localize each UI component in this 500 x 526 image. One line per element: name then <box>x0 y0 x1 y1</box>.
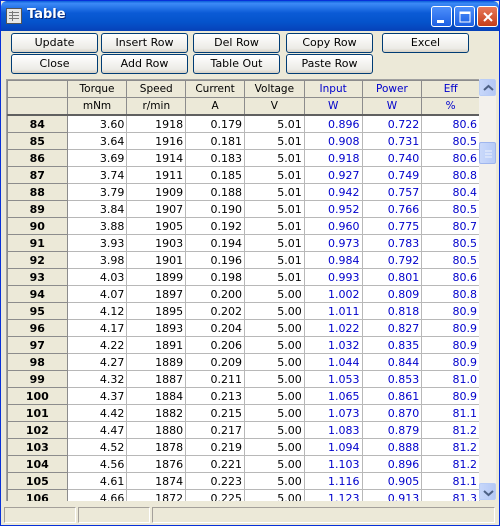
table-row[interactable] <box>8 201 480 218</box>
row-number[interactable]: 101 <box>8 405 68 422</box>
table-cell[interactable]: 0.185 <box>186 167 245 184</box>
chevron-up-icon <box>480 80 497 97</box>
table-cell[interactable]: 0.927 <box>304 167 362 184</box>
table-cell[interactable]: 0.722 <box>362 115 422 133</box>
table-cell[interactable]: 0.775 <box>362 218 422 235</box>
close-icon <box>478 7 499 28</box>
table-cell[interactable]: 1893 <box>127 320 186 337</box>
table-cell[interactable]: 0.200 <box>186 286 245 303</box>
table-out-button[interactable]: Table Out <box>193 54 280 74</box>
table-cell[interactable]: 80.5 <box>422 252 480 269</box>
row-number[interactable]: 85 <box>8 133 68 150</box>
column-unit: W <box>304 98 362 116</box>
units-row <box>8 98 480 116</box>
table-row[interactable] <box>8 133 480 150</box>
table-cell[interactable]: 3.88 <box>67 218 127 235</box>
table-cell[interactable]: 0.223 <box>186 473 245 490</box>
table-cell[interactable]: 3.74 <box>67 167 127 184</box>
table-cell[interactable]: 5.01 <box>244 218 304 235</box>
table-row[interactable] <box>8 490 480 502</box>
data-table <box>7 80 480 501</box>
row-number[interactable]: 98 <box>8 354 68 371</box>
table-cell[interactable]: 0.181 <box>186 133 245 150</box>
table-row[interactable] <box>8 473 480 490</box>
table-cell[interactable]: 0.221 <box>186 456 245 473</box>
row-number[interactable]: 94 <box>8 286 68 303</box>
table-cell[interactable]: 1.116 <box>304 473 362 490</box>
table-row[interactable] <box>8 422 480 439</box>
table-cell[interactable]: 4.07 <box>67 286 127 303</box>
table-cell[interactable]: 1889 <box>127 354 186 371</box>
copy-row-button[interactable]: Copy Row <box>286 33 373 53</box>
table-cell[interactable]: 4.47 <box>67 422 127 439</box>
table-cell[interactable]: 81.1 <box>422 405 480 422</box>
table-cell[interactable]: 0.217 <box>186 422 245 439</box>
table-cell[interactable]: 5.00 <box>244 371 304 388</box>
table-cell[interactable]: 0.952 <box>304 201 362 218</box>
table-app-icon <box>6 8 22 24</box>
row-number[interactable]: 89 <box>8 201 68 218</box>
table-cell[interactable]: 5.00 <box>244 405 304 422</box>
table-row[interactable] <box>8 184 480 201</box>
close-button[interactable]: Close <box>11 54 98 74</box>
table-cell[interactable]: 80.9 <box>422 337 480 354</box>
table-cell[interactable]: 0.740 <box>362 150 422 167</box>
table-cell[interactable]: 0.918 <box>304 150 362 167</box>
table-cell[interactable]: 5.00 <box>244 354 304 371</box>
del-row-button[interactable]: Del Row <box>193 33 280 53</box>
table-cell[interactable]: 5.01 <box>244 252 304 269</box>
table-cell[interactable]: 5.01 <box>244 167 304 184</box>
table-cell[interactable]: 80.5 <box>422 133 480 150</box>
table-cell[interactable]: 0.183 <box>186 150 245 167</box>
table-row[interactable] <box>8 167 480 184</box>
table-cell[interactable]: 4.56 <box>67 456 127 473</box>
table-cell[interactable]: 1.094 <box>304 439 362 456</box>
row-number[interactable]: 95 <box>8 303 68 320</box>
table-cell[interactable]: 1874 <box>127 473 186 490</box>
table-cell[interactable]: 4.03 <box>67 269 127 286</box>
excel-button[interactable]: Excel <box>382 33 469 53</box>
table-cell[interactable]: 0.792 <box>362 252 422 269</box>
table-cell[interactable]: 1907 <box>127 201 186 218</box>
table-cell[interactable]: 81.2 <box>422 439 480 456</box>
status-panel <box>4 507 76 523</box>
table-row[interactable] <box>8 354 480 371</box>
table-cell[interactable]: 80.9 <box>422 388 480 405</box>
table-row[interactable] <box>8 252 480 269</box>
table-cell[interactable]: 0.896 <box>362 456 422 473</box>
table-cell[interactable]: 5.00 <box>244 490 304 502</box>
table-cell[interactable]: 1.011 <box>304 303 362 320</box>
table-cell[interactable]: 80.7 <box>422 218 480 235</box>
table-cell[interactable]: 1.103 <box>304 456 362 473</box>
table-cell[interactable]: 1918 <box>127 115 186 133</box>
table-cell[interactable]: 1.073 <box>304 405 362 422</box>
column-header[interactable]: Voltage <box>244 81 304 98</box>
table-row[interactable] <box>8 320 480 337</box>
table-cell[interactable]: 81.1 <box>422 473 480 490</box>
table-cell[interactable]: 3.79 <box>67 184 127 201</box>
table-cell[interactable]: 0.192 <box>186 218 245 235</box>
table-cell[interactable]: 5.00 <box>244 439 304 456</box>
table-cell[interactable]: 5.01 <box>244 184 304 201</box>
table-cell[interactable]: 0.993 <box>304 269 362 286</box>
table-cell[interactable]: 0.225 <box>186 490 245 502</box>
table-cell[interactable]: 0.206 <box>186 337 245 354</box>
table-row[interactable] <box>8 235 480 252</box>
table-cell[interactable]: 1901 <box>127 252 186 269</box>
table-cell[interactable]: 80.8 <box>422 167 480 184</box>
table-row[interactable] <box>8 439 480 456</box>
row-number[interactable]: 87 <box>8 167 68 184</box>
column-header[interactable]: Input <box>304 81 362 98</box>
table-cell[interactable]: 0.209 <box>186 354 245 371</box>
row-number[interactable]: 92 <box>8 252 68 269</box>
minimize-icon <box>432 7 453 28</box>
table-cell[interactable]: 1882 <box>127 405 186 422</box>
table-row[interactable] <box>8 269 480 286</box>
table-cell[interactable]: 5.01 <box>244 269 304 286</box>
row-number[interactable]: 86 <box>8 150 68 167</box>
row-number[interactable]: 96 <box>8 320 68 337</box>
row-number[interactable]: 88 <box>8 184 68 201</box>
table-cell[interactable]: 1905 <box>127 218 186 235</box>
table-cell[interactable]: 0.198 <box>186 269 245 286</box>
table-cell[interactable]: 0.731 <box>362 133 422 150</box>
column-header[interactable]: Power <box>362 81 422 98</box>
table-cell[interactable]: 0.870 <box>362 405 422 422</box>
table-cell[interactable]: 0.818 <box>362 303 422 320</box>
table-cell[interactable]: 5.00 <box>244 388 304 405</box>
table-cell[interactable]: 4.52 <box>67 439 127 456</box>
close-window-button[interactable] <box>477 6 498 27</box>
table-cell[interactable]: 80.4 <box>422 184 480 201</box>
status-panel <box>78 507 150 523</box>
table-cell[interactable]: 0.188 <box>186 184 245 201</box>
table-cell[interactable]: 1876 <box>127 456 186 473</box>
table-cell[interactable]: 0.809 <box>362 286 422 303</box>
table-cell[interactable]: 1891 <box>127 337 186 354</box>
table-cell[interactable]: 0.896 <box>304 115 362 133</box>
table-cell[interactable]: 81.2 <box>422 422 480 439</box>
row-number[interactable]: 93 <box>8 269 68 286</box>
table-cell[interactable]: 3.93 <box>67 235 127 252</box>
column-header[interactable]: Torque <box>67 81 127 98</box>
table-cell[interactable]: 80.5 <box>422 235 480 252</box>
table-cell[interactable]: 1872 <box>127 490 186 502</box>
table-cell[interactable]: 1887 <box>127 371 186 388</box>
table-cell[interactable]: 4.17 <box>67 320 127 337</box>
table-cell[interactable]: 1911 <box>127 167 186 184</box>
insert-row-button[interactable]: Insert Row <box>101 33 188 53</box>
table-cell[interactable]: 0.179 <box>186 115 245 133</box>
status-bar <box>1 503 499 525</box>
table-cell[interactable]: 0.908 <box>304 133 362 150</box>
table-cell[interactable]: 0.219 <box>186 439 245 456</box>
table-cell[interactable]: 4.22 <box>67 337 127 354</box>
column-header[interactable]: Eff <box>422 81 480 98</box>
table-cell[interactable]: 0.879 <box>362 422 422 439</box>
row-number[interactable]: 100 <box>8 388 68 405</box>
row-number[interactable]: 106 <box>8 490 68 502</box>
table-cell[interactable]: 4.37 <box>67 388 127 405</box>
table-cell[interactable]: 1916 <box>127 133 186 150</box>
table-cell[interactable]: 80.6 <box>422 150 480 167</box>
column-unit: % <box>422 98 480 116</box>
table-row[interactable] <box>8 303 480 320</box>
table-cell[interactable]: 0.190 <box>186 201 245 218</box>
table-cell[interactable]: 5.01 <box>244 133 304 150</box>
table-cell[interactable]: 1895 <box>127 303 186 320</box>
table-cell[interactable]: 3.84 <box>67 201 127 218</box>
grip-icon <box>480 143 497 165</box>
table-cell[interactable]: 0.905 <box>362 473 422 490</box>
column-unit: r/min <box>127 98 186 116</box>
table-cell[interactable]: 80.5 <box>422 201 480 218</box>
table-cell[interactable]: 5.00 <box>244 422 304 439</box>
table-cell[interactable]: 0.844 <box>362 354 422 371</box>
table-cell[interactable]: 80.9 <box>422 320 480 337</box>
table-cell[interactable]: 81.0 <box>422 371 480 388</box>
table-cell[interactable]: 0.835 <box>362 337 422 354</box>
table-cell[interactable]: 1909 <box>127 184 186 201</box>
table-cell[interactable]: 3.64 <box>67 133 127 150</box>
row-number[interactable]: 90 <box>8 218 68 235</box>
table-cell[interactable]: 5.01 <box>244 150 304 167</box>
column-header[interactable]: Current <box>186 81 245 98</box>
table-cell[interactable]: 1.123 <box>304 490 362 502</box>
table-row[interactable] <box>8 405 480 422</box>
table-cell[interactable]: 81.2 <box>422 456 480 473</box>
table-cell[interactable]: 5.01 <box>244 201 304 218</box>
column-unit: V <box>244 98 304 116</box>
table-cell[interactable]: 80.6 <box>422 269 480 286</box>
row-number[interactable]: 84 <box>8 115 68 133</box>
table-cell[interactable]: 1.032 <box>304 337 362 354</box>
table-cell[interactable]: 0.211 <box>186 371 245 388</box>
row-number[interactable]: 104 <box>8 456 68 473</box>
table-cell[interactable]: 5.00 <box>244 456 304 473</box>
header-row <box>8 81 480 98</box>
paste-row-button[interactable]: Paste Row <box>286 54 373 74</box>
table-cell[interactable]: 0.942 <box>304 184 362 201</box>
table-cell[interactable]: 5.00 <box>244 303 304 320</box>
table-cell[interactable]: 5.01 <box>244 115 304 133</box>
table-cell[interactable]: 80.8 <box>422 286 480 303</box>
table-row[interactable] <box>8 115 480 133</box>
table-cell[interactable]: 4.27 <box>67 354 127 371</box>
table-row[interactable] <box>8 456 480 473</box>
column-unit: W <box>362 98 422 116</box>
table-cell[interactable]: 4.12 <box>67 303 127 320</box>
table-cell[interactable]: 0.888 <box>362 439 422 456</box>
corner-cell <box>8 81 68 98</box>
table-cell[interactable]: 0.861 <box>362 388 422 405</box>
row-number[interactable]: 103 <box>8 439 68 456</box>
row-number[interactable]: 99 <box>8 371 68 388</box>
toolbar <box>1 31 499 77</box>
table-cell[interactable]: 4.66 <box>67 490 127 502</box>
table-cell[interactable]: 80.9 <box>422 303 480 320</box>
table-cell[interactable]: 1884 <box>127 388 186 405</box>
table-row[interactable] <box>8 218 480 235</box>
scroll-up-button[interactable] <box>479 79 496 96</box>
table-cell[interactable]: 5.01 <box>244 235 304 252</box>
table-cell[interactable]: 0.827 <box>362 320 422 337</box>
table-cell[interactable]: 0.194 <box>186 235 245 252</box>
table-cell[interactable]: 1.022 <box>304 320 362 337</box>
table-cell[interactable]: 4.32 <box>67 371 127 388</box>
table-cell[interactable]: 1880 <box>127 422 186 439</box>
table-cell[interactable]: 1.065 <box>304 388 362 405</box>
table-cell[interactable]: 5.00 <box>244 286 304 303</box>
chevron-down-icon <box>480 484 497 501</box>
table-cell[interactable]: 0.960 <box>304 218 362 235</box>
table-row[interactable] <box>8 286 480 303</box>
table-cell[interactable]: 0.202 <box>186 303 245 320</box>
row-number[interactable]: 97 <box>8 337 68 354</box>
column-unit: A <box>186 98 245 116</box>
title-bar[interactable] <box>1 1 499 31</box>
table-cell[interactable]: 80.6 <box>422 115 480 133</box>
table-cell[interactable]: 5.00 <box>244 473 304 490</box>
table-cell[interactable]: 5.00 <box>244 337 304 354</box>
table-cell[interactable]: 3.98 <box>67 252 127 269</box>
table-cell[interactable]: 0.913 <box>362 490 422 502</box>
maximize-button[interactable] <box>454 6 475 27</box>
row-number[interactable]: 105 <box>8 473 68 490</box>
row-number[interactable]: 102 <box>8 422 68 439</box>
table-cell[interactable]: 1897 <box>127 286 186 303</box>
table-cell[interactable]: 0.973 <box>304 235 362 252</box>
table-cell[interactable]: 1903 <box>127 235 186 252</box>
table-row[interactable] <box>8 150 480 167</box>
table-cell[interactable]: 3.60 <box>67 115 127 133</box>
table-cell[interactable]: 81.3 <box>422 490 480 502</box>
table-cell[interactable]: 0.757 <box>362 184 422 201</box>
scroll-down-button[interactable] <box>479 483 496 500</box>
data-grid[interactable] <box>6 79 480 501</box>
maximize-icon <box>455 7 476 28</box>
table-cell[interactable]: 80.9 <box>422 354 480 371</box>
minimize-button[interactable] <box>431 6 452 27</box>
table-cell[interactable]: 4.42 <box>67 405 127 422</box>
table-cell[interactable]: 5.00 <box>244 320 304 337</box>
table-cell[interactable]: 0.801 <box>362 269 422 286</box>
table-cell[interactable]: 3.69 <box>67 150 127 167</box>
status-panel <box>152 507 495 523</box>
table-cell[interactable]: 1899 <box>127 269 186 286</box>
table-cell[interactable]: 0.215 <box>186 405 245 422</box>
window-title: Table <box>27 7 66 22</box>
table-cell[interactable]: 0.204 <box>186 320 245 337</box>
column-header[interactable]: Speed <box>127 81 186 98</box>
table-cell[interactable]: 0.766 <box>362 201 422 218</box>
table-cell[interactable]: 4.61 <box>67 473 127 490</box>
add-row-button[interactable]: Add Row <box>101 54 188 74</box>
column-unit: mNm <box>67 98 127 116</box>
scroll-thumb[interactable] <box>479 142 496 164</box>
table-cell[interactable]: 1.044 <box>304 354 362 371</box>
table-cell[interactable]: 0.783 <box>362 235 422 252</box>
corner-cell <box>8 98 68 116</box>
table-row[interactable] <box>8 388 480 405</box>
table-cell[interactable]: 0.853 <box>362 371 422 388</box>
table-cell[interactable]: 1.083 <box>304 422 362 439</box>
table-cell[interactable]: 1.002 <box>304 286 362 303</box>
table-cell[interactable]: 1878 <box>127 439 186 456</box>
table-cell[interactable]: 0.984 <box>304 252 362 269</box>
table-cell[interactable]: 0.213 <box>186 388 245 405</box>
table-cell[interactable]: 0.196 <box>186 252 245 269</box>
table-row[interactable] <box>8 337 480 354</box>
table-cell[interactable]: 1.053 <box>304 371 362 388</box>
table-cell[interactable]: 0.749 <box>362 167 422 184</box>
table-cell[interactable]: 1914 <box>127 150 186 167</box>
table-row[interactable] <box>8 371 480 388</box>
update-button[interactable]: Update <box>11 33 98 53</box>
row-number[interactable]: 91 <box>8 235 68 252</box>
vertical-scrollbar[interactable] <box>479 79 496 500</box>
